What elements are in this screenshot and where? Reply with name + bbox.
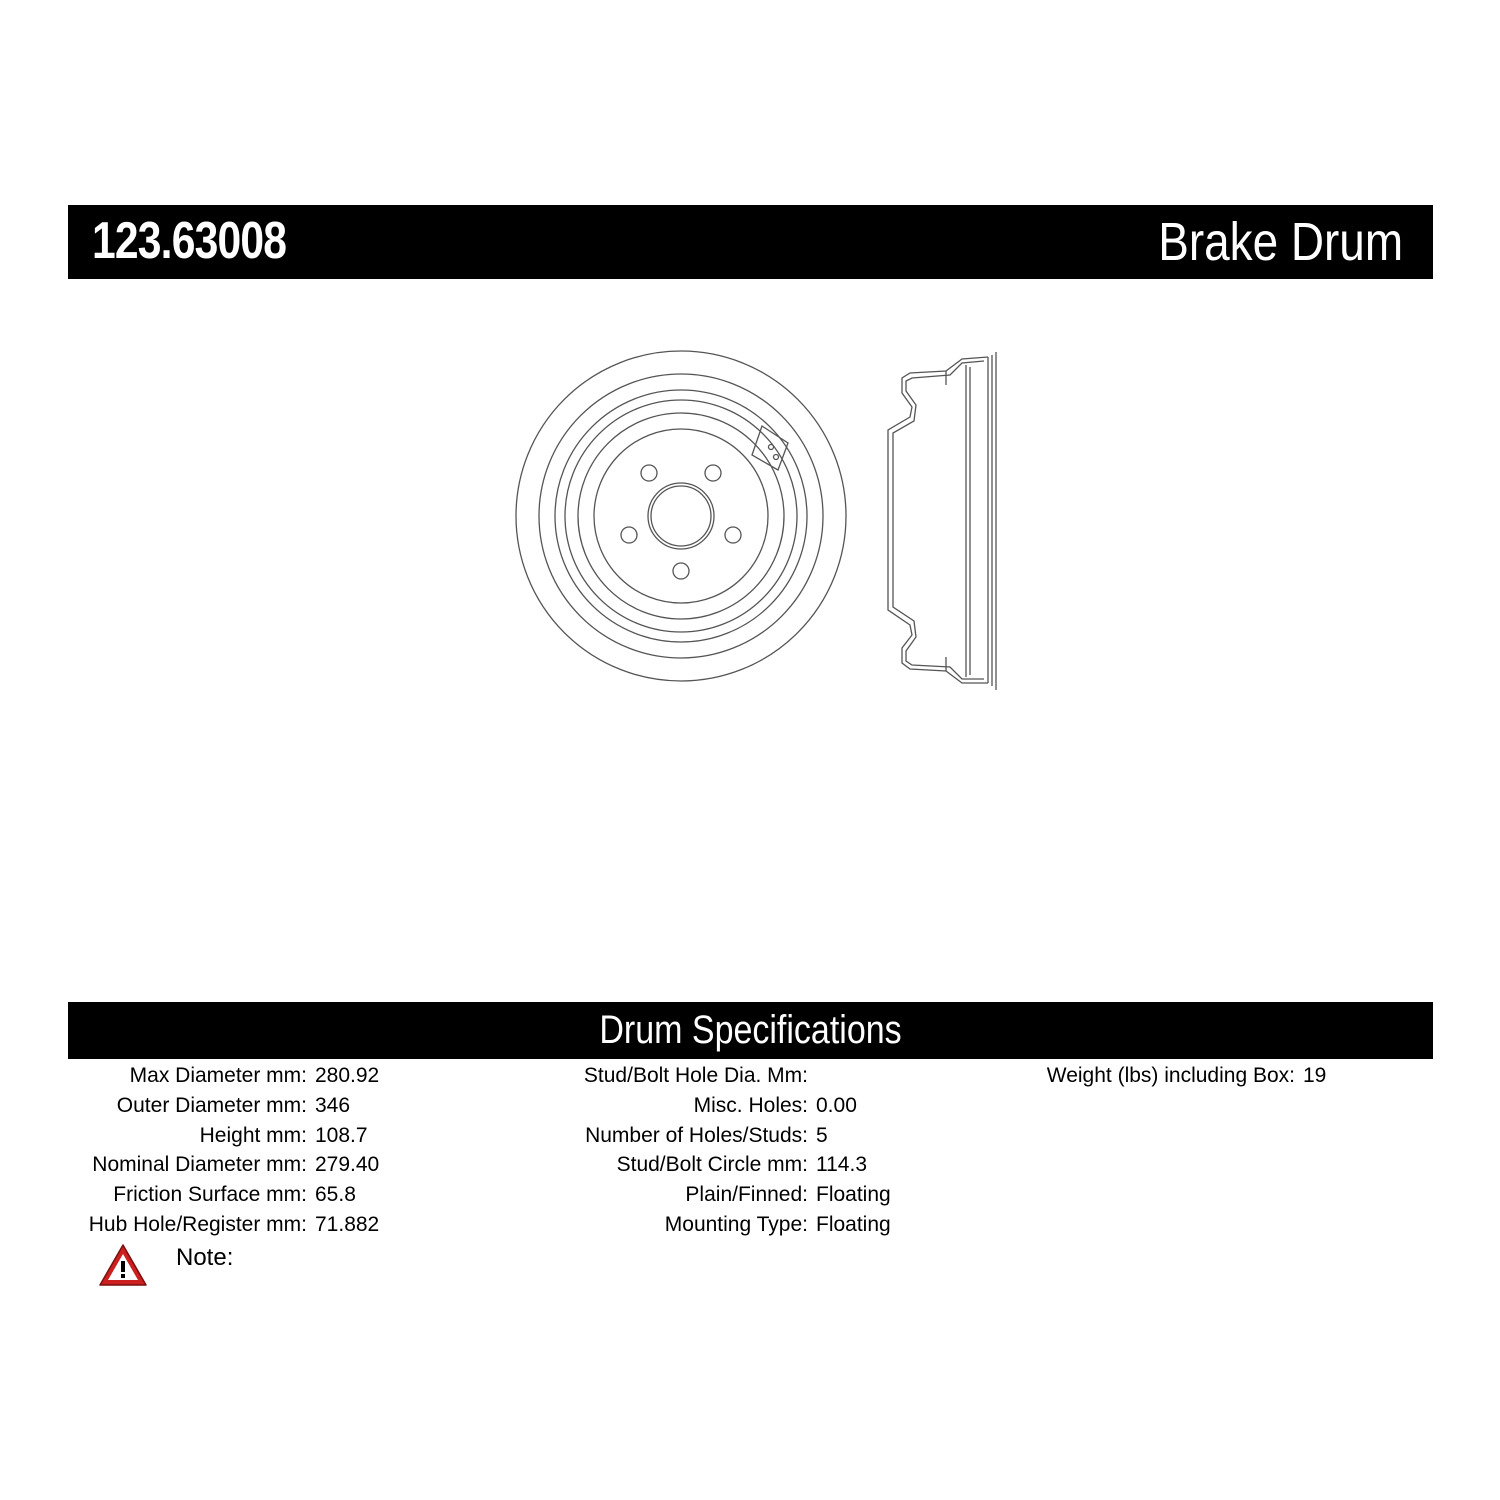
drum-side-view <box>888 352 996 690</box>
specifications-header <box>68 1002 1433 1059</box>
spec-value: 114.3 <box>816 1153 867 1177</box>
spec-value: 108.7 <box>315 1123 368 1147</box>
spec-label: Stud/Bolt Hole Dia. Mm: <box>583 1064 808 1087</box>
spec-value: 0.00 <box>816 1093 857 1117</box>
part-number: 123.63008 <box>92 212 287 270</box>
spec-label: Height mm: <box>199 1123 307 1147</box>
spec-row <box>540 1153 891 1183</box>
spec-row <box>1010 1064 1326 1094</box>
note-section <box>98 1243 233 1288</box>
spec-column-1 <box>60 1064 379 1243</box>
spec-label: Max Diameter mm: <box>129 1064 307 1087</box>
spec-value: 65.8 <box>315 1183 356 1207</box>
spec-row <box>540 1124 891 1154</box>
spec-row <box>60 1124 379 1154</box>
note-label: Note: <box>176 1243 234 1271</box>
specifications-title: Drum Specifications <box>599 1008 902 1052</box>
spec-row <box>60 1153 379 1183</box>
spec-value: Floating <box>816 1212 891 1236</box>
spec-label: Mounting Type: <box>664 1212 808 1236</box>
product-type: Brake Drum <box>1158 212 1403 272</box>
spec-value: Floating <box>816 1183 891 1207</box>
spec-row <box>540 1183 891 1213</box>
spec-label: Plain/Finned: <box>685 1183 808 1207</box>
spec-row <box>540 1064 891 1094</box>
spec-label: Outer Diameter mm: <box>116 1093 307 1117</box>
spec-row <box>60 1183 379 1213</box>
spec-value: 71.882 <box>315 1212 380 1236</box>
spec-label: Misc. Holes: <box>693 1093 808 1117</box>
spec-label: Number of Holes/Studs: <box>585 1123 808 1147</box>
spec-column-3 <box>1010 1064 1326 1094</box>
spec-value: 346 <box>315 1093 351 1117</box>
spec-row <box>540 1094 891 1124</box>
spec-label: Friction Surface mm: <box>113 1183 307 1207</box>
spec-row <box>60 1213 379 1243</box>
spec-row <box>540 1213 891 1243</box>
spec-column-2 <box>540 1064 891 1243</box>
spec-label: Nominal Diameter mm: <box>92 1153 307 1177</box>
spec-label: Weight (lbs) including Box: <box>1046 1064 1295 1087</box>
warning-icon <box>98 1243 148 1288</box>
spec-value <box>808 1064 816 1094</box>
spec-label: Hub Hole/Register mm: <box>88 1212 307 1236</box>
spec-row <box>60 1094 379 1124</box>
spec-value: 19 <box>1303 1064 1327 1087</box>
drum-front-view <box>516 351 846 681</box>
header-bar <box>68 205 1433 279</box>
spec-value: 280.92 <box>315 1064 380 1087</box>
spec-value: 5 <box>816 1123 828 1147</box>
spec-value: 279.40 <box>315 1153 380 1177</box>
brake-drum-drawing <box>500 345 1020 705</box>
spec-row <box>60 1064 379 1094</box>
spec-label: Stud/Bolt Circle mm: <box>616 1153 808 1177</box>
